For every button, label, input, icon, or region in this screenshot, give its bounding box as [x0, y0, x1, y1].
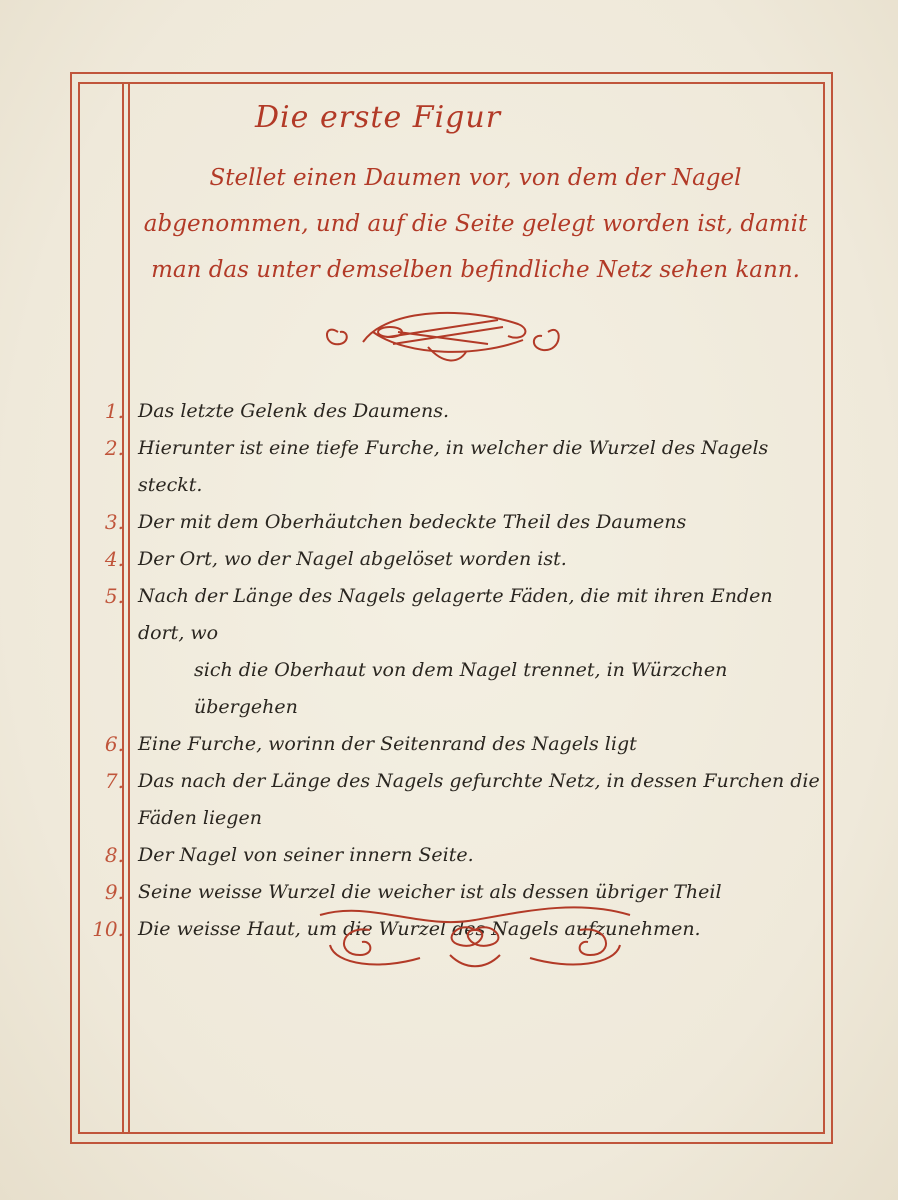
item-text: Eine Furche, worinn der Seitenrand des Nagels ligt — [138, 733, 637, 755]
item-text: Seine weisse Wurzel die weicher ist als dessen übriger Theil — [138, 881, 722, 903]
item-text: Hierunter ist eine tiefe Furche, in welcher die Wurzel des Nagels steckt. — [138, 437, 769, 496]
item-number: 10. — [92, 917, 124, 941]
item-text: Das nach der Länge des Nagels gefurchte Netz, in dessen Furchen die Fäden liegen — [138, 770, 820, 829]
item-text: Der mit dem Oberhäutchen bedeckte Theil des Daumens — [138, 511, 687, 533]
item-text: Der Ort, wo der Nagel abgelöset worden ist. — [138, 548, 567, 570]
item-number: 8. — [104, 843, 124, 867]
list-item — [90, 393, 820, 430]
item-text: Nach der Länge des Nagels gelagerte Fäden, die mit ihren Enden dort, wo — [138, 585, 773, 644]
item-number: 1. — [104, 399, 124, 423]
list-item — [90, 837, 820, 874]
list-item — [90, 504, 820, 541]
item-text: Die weisse Haut, um die Wurzel des Nagels aufzunehmen. — [138, 918, 701, 940]
page-title: Die erste Figur — [255, 100, 502, 135]
intro-paragraph: Stellet einen Daumen vor, von dem der Nagel abgenommen, und auf die Seite gelegt worden ist, damit man das unter demselben befindliche Netz sehen kann. — [143, 165, 808, 283]
item-text-continuation: sich die Oberhaut von dem Nagel trennet, in Würzchen übergehen — [194, 659, 728, 718]
legend-list — [90, 393, 820, 948]
item-number: 2. — [104, 436, 124, 460]
list-item — [90, 430, 820, 504]
item-text-block — [138, 578, 820, 726]
list-item — [90, 726, 820, 763]
item-number: 4. — [104, 547, 124, 571]
bottom-flourish — [310, 900, 640, 980]
list-item — [90, 763, 820, 837]
list-item — [90, 578, 820, 726]
item-number: 5. — [104, 584, 124, 608]
item-number: 7. — [104, 769, 124, 793]
item-number: 9. — [104, 880, 124, 904]
item-number: 6. — [104, 732, 124, 756]
item-number: 3. — [104, 510, 124, 534]
top-flourish — [318, 302, 568, 372]
list-item — [90, 541, 820, 578]
item-text: Der Nagel von seiner innern Seite. — [138, 844, 474, 866]
item-text: Das letzte Gelenk des Daumens. — [138, 400, 450, 422]
